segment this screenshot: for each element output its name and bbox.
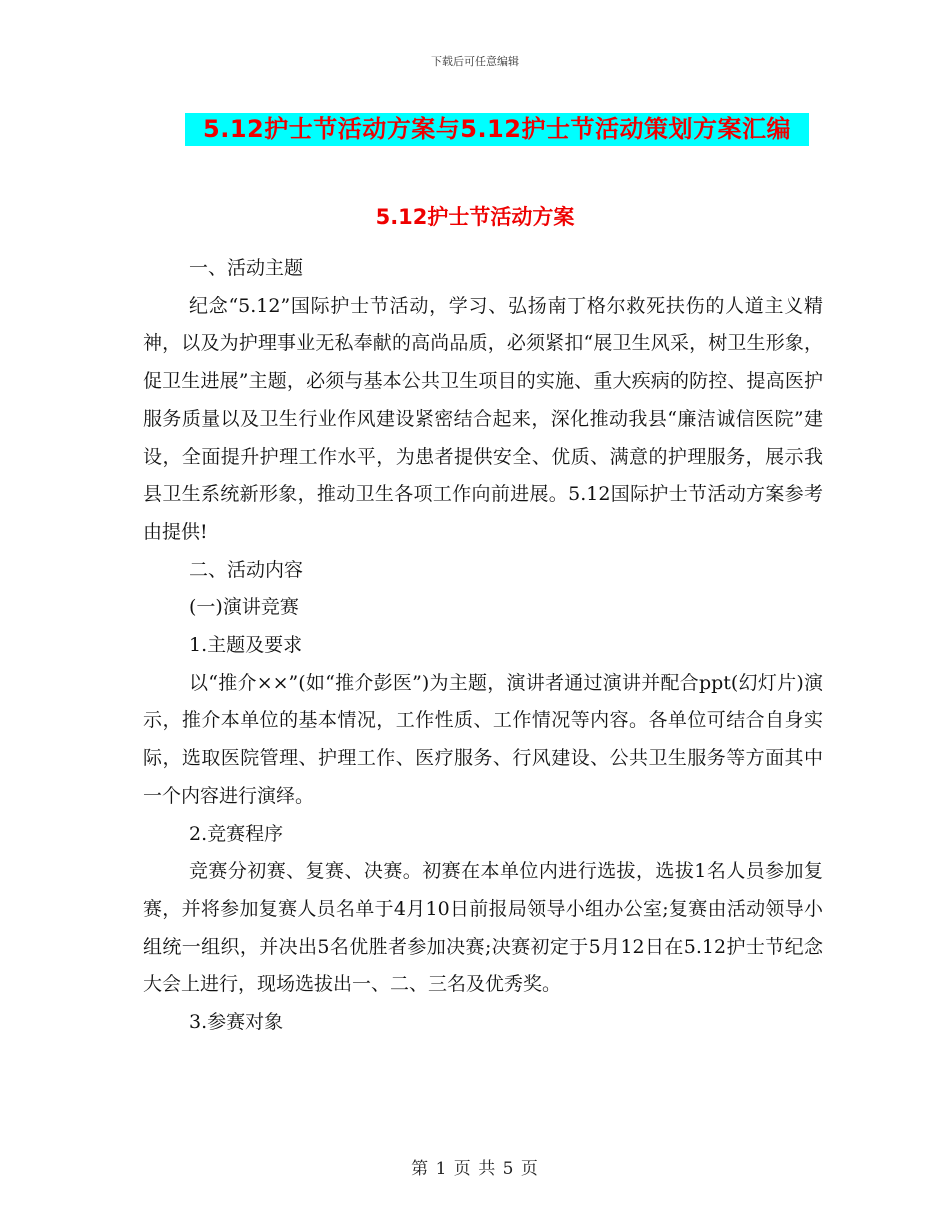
document-body: [143, 250, 823, 1042]
item-participants: 3.参赛对象: [189, 1011, 284, 1034]
section-title: 5.12护士节活动方案: [375, 205, 575, 229]
heading-activity-theme: 一、活动主题: [189, 257, 304, 279]
page-number: 第 1 页 共 5 页: [411, 1159, 539, 1179]
header-note: 下载后可任意编辑: [431, 55, 519, 68]
paragraph-contest-procedure: 竞赛分初赛、复赛、决赛。初赛在本单位内进行选拔，选拔1名人员参加复赛，并将参加复赛人员名单于4月10日前报局领导小组办公室;复赛由活动领导小组统一组织，并决出5名优胜者参加决赛;决赛初定于5月12日在5.12护士节纪念大会上进行，现场选拔出一、二、三名及优秀奖。: [143, 860, 823, 996]
paragraph-theme-requirements: 以“推介××”(如“推介彭医”)为主题，演讲者通过演讲并配合ppt(幻灯片)演示，推介本单位的基本情况，工作性质、工作情况等内容。各单位可结合自身实际，选取医院管理、护理工作、医疗服务、行风建设、公共卫生服务等方面其中一个内容进行演绎。: [143, 671, 823, 807]
item-contest-procedure: 2.竞赛程序: [189, 822, 284, 845]
heading-activity-content: 二、活动内容: [189, 558, 304, 581]
document-title: 5.12护士节活动方案与5.12护士节活动策划方案汇编: [185, 113, 809, 146]
paragraph-activity-theme: 纪念“5.12”国际护士节活动，学习、弘扬南丁格尔救死扶伤的人道主义精神，以及为护理事业无私奉献的高尚品质，必须紧扣“展卫生风采，树卫生形象，促卫生进展”主题，必须与基本公共卫生项目的实施、重大疾病的防控、提高医护服务质量以及卫生行业作风建设紧密结合起来，深化推动我县“廉洁诚信医院”建设，全面提升护理工作水平，为患者提供安全、优质、满意的护理服务，展示我县卫生系统新形象，推动卫生各项工作向前进展。5.12国际护士节活动方案参考由提供!: [143, 294, 823, 543]
item-theme-requirements: 1.主题及要求: [189, 634, 303, 657]
subheading-speech-contest: (一)演讲竞赛: [189, 596, 299, 619]
